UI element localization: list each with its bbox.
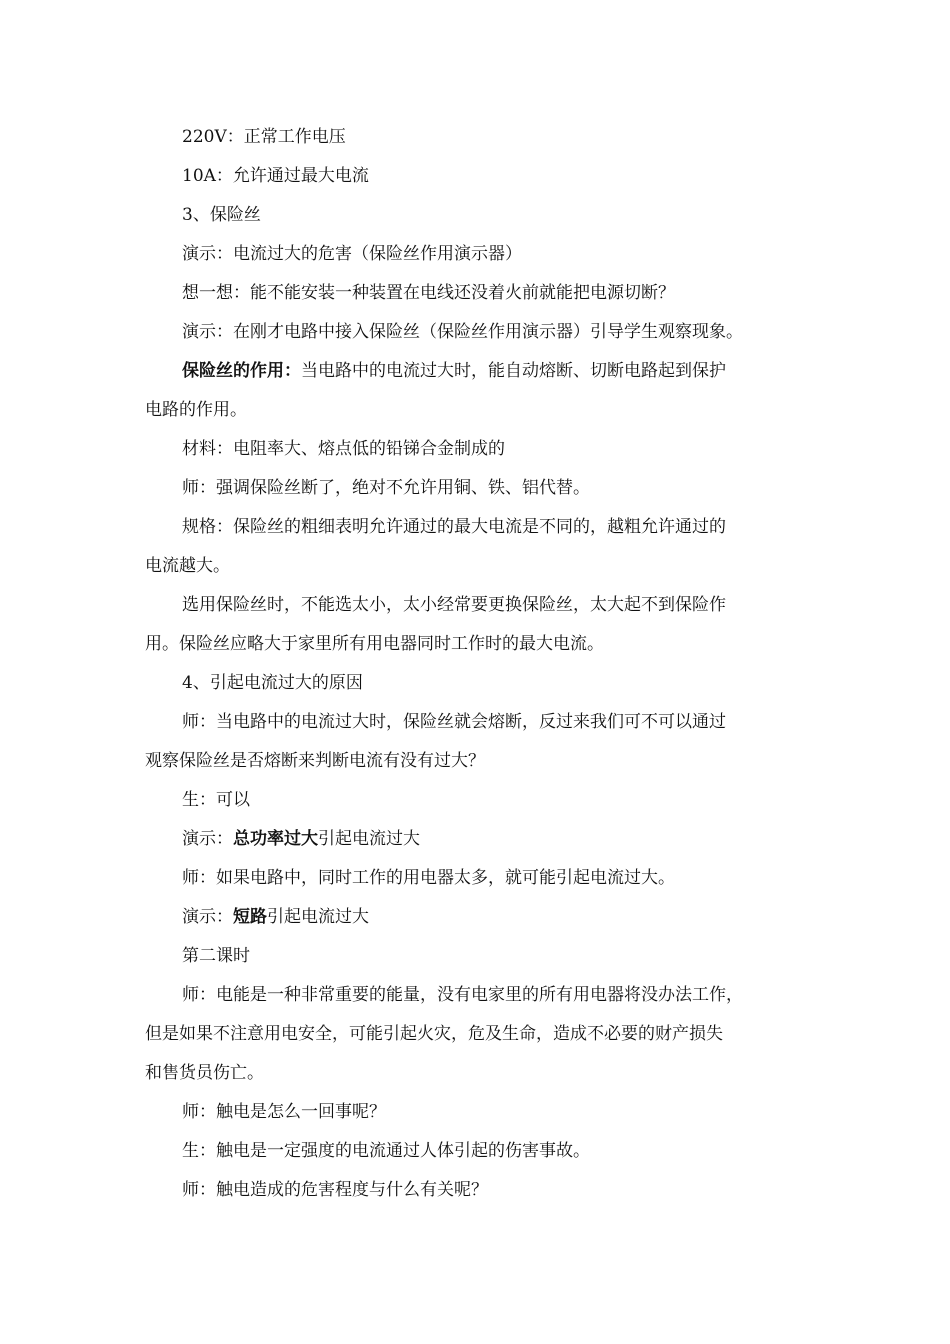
paragraph-fuse-function xyxy=(145,352,810,391)
paragraph-teacher-energy: 师：电能是一种非常重要的能量，没有电家里的所有用电器将没办法工作， xyxy=(182,985,743,1005)
paragraph-voltage: 220V：正常工作电压 xyxy=(182,127,346,147)
short-circuit-term: 短路 xyxy=(233,907,267,927)
paragraph-student-answer: 生：可以 xyxy=(182,790,250,810)
paragraph-think: 想一想：能不能安装一种装置在电线还没着火前就能把电源切断？ xyxy=(182,283,675,303)
demo-prefix: 演示： xyxy=(182,907,233,927)
short-circuit-suffix: 引起电流过大 xyxy=(267,907,369,927)
document-body xyxy=(145,118,810,1210)
overload-suffix: 引起电流过大 xyxy=(318,829,420,849)
fuse-function-term: 保险丝的作用： xyxy=(182,361,301,381)
paragraph-current: 10A：允许通过最大电流 xyxy=(182,166,369,186)
section-heading-second-lesson: 第二课时 xyxy=(182,946,250,966)
fuse-function-text: 当电路中的电流过大时，能自动熔断、切断电路起到保护 xyxy=(301,361,726,381)
paragraph-demo-overload xyxy=(145,820,810,859)
overload-term: 总功率过大 xyxy=(233,829,318,849)
paragraph-demo-short xyxy=(145,898,810,937)
paragraph-student-shock-answer: 生：触电是一定强度的电流通过人体引起的伤害事故。 xyxy=(182,1141,590,1161)
section-heading-fuse: 3、保险丝 xyxy=(182,205,261,225)
paragraph-teacher-overload: 师：如果电路中，同时工作的用电器太多，就可能引起电流过大。 xyxy=(182,868,675,888)
paragraph-selection-cont: 用。保险丝应略大于家里所有用电器同时工作时的最大电流。 xyxy=(145,634,604,654)
paragraph-teacher-question-cont: 观察保险丝是否熔断来判断电流有没有过大？ xyxy=(145,751,485,771)
paragraph-teacher-energy-cont2: 和售货员伤亡。 xyxy=(145,1063,264,1083)
paragraph-teacher-energy-cont1: 但是如果不注意用电安全，可能引起火灾，危及生命，造成不必要的财产损失 xyxy=(145,1024,723,1044)
paragraph-fuse-function-cont: 电路的作用。 xyxy=(145,400,247,420)
paragraph-teacher-harm-question: 师：触电造成的危害程度与什么有关呢？ xyxy=(182,1180,488,1200)
paragraph-teacher-emphasis: 师：强调保险丝断了，绝对不允许用铜、铁、铝代替。 xyxy=(182,478,590,498)
paragraph-teacher-question: 师：当电路中的电流过大时，保险丝就会熔断，反过来我们可不可以通过 xyxy=(182,712,726,732)
paragraph-teacher-shock-question: 师：触电是怎么一回事呢？ xyxy=(182,1102,386,1122)
paragraph-material: 材料：电阻率大、熔点低的铅锑合金制成的 xyxy=(182,439,505,459)
paragraph-selection: 选用保险丝时，不能选太小，太小经常要更换保险丝，太大起不到保险作 xyxy=(182,595,726,615)
demo-prefix: 演示： xyxy=(182,829,233,849)
paragraph-spec-cont: 电流越大。 xyxy=(145,556,230,576)
paragraph-demo-fuse: 演示：在刚才电路中接入保险丝（保险丝作用演示器）引导学生观察现象。 xyxy=(182,322,743,342)
paragraph-spec: 规格：保险丝的粗细表明允许通过的最大电流是不同的，越粗允许通过的 xyxy=(182,517,726,537)
section-heading-causes: 4、引起电流过大的原因 xyxy=(182,673,363,693)
paragraph-demo-hazard: 演示：电流过大的危害（保险丝作用演示器） xyxy=(182,244,522,264)
